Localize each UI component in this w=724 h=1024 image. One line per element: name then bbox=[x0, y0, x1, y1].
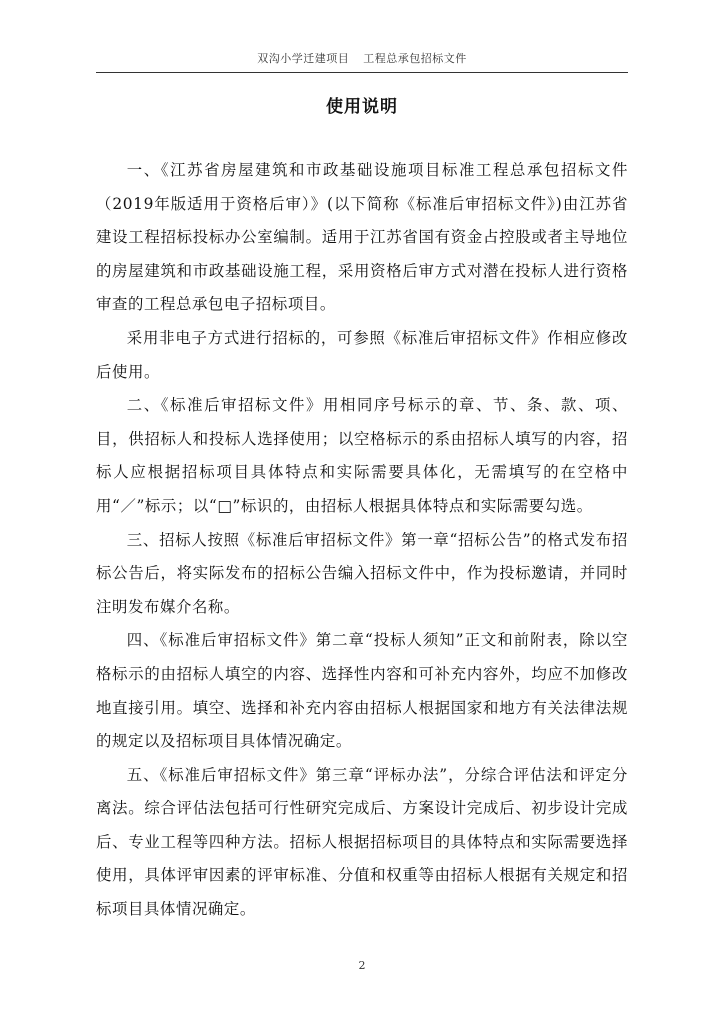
header-document-name: 工程总承包招标文件 bbox=[363, 52, 467, 65]
paragraph-2: 采用非电子方式进行招标的，可参照《标准后审招标文件》作相应修改后使用。 bbox=[96, 328, 628, 381]
page-title: 使用说明 bbox=[326, 97, 398, 117]
paragraph-1: 一、《江苏省房屋建筑和市政基础设施项目标准工程总承包招标文件（2019年版适用于资格后审）》(以下简称《标准后审招标文件》)由江苏省建设工程招标投标办公室编制。适用于江苏省国有资金占控股或者主导地位的房屋建筑和市政基础设施工程，采用资格后审方式对潜在投标人进行资格审查的工程总承包电子招标项目。 bbox=[96, 161, 628, 314]
running-header bbox=[0, 50, 724, 66]
paragraph-3: 二、《标准后审招标文件》用相同序号标示的章、节、条、款、项、目，供招标人和投标人选择使用；以空格标示的系由招标人填写的内容，招标人应根据招标项目具体特点和实际需要具体化，无需填写的在空格中用“／”标示；以“□”标识的，由招标人根据具体特点和实际需要勾选。 bbox=[96, 396, 628, 515]
header-project-name: 双沟小学迁建项目 bbox=[257, 52, 350, 65]
header-rule bbox=[96, 72, 628, 73]
paragraph-6: 五、《标准后审招标文件》第三章“评标办法”，分综合评估法和评定分离法。综合评估法包括可行性研究完成后、方案设计完成后、初步设计完成后、专业工程等四种方法。招标人根据招标项目的具体特点和实际需要选择使用，具体评审因素的评审标准、分值和权重等由招标人根据有关规定和招标项目具体情况确定。 bbox=[96, 765, 628, 919]
page-number: 2 bbox=[358, 959, 366, 972]
body-text bbox=[96, 154, 628, 927]
paragraph-4: 三、招标人按照《标准后审招标文件》第一章“招标公告”的格式发布招标公告后，将实际发布的招标公告编入招标文件中，作为投标邀请，并同时注明发布媒介名称。 bbox=[96, 530, 628, 616]
paragraph-5: 四、《标准后审招标文件》第二章“投标人须知”正文和前附表，除以空格标示的由招标人填空的内容、选择性内容和可补充内容外，均应不加修改地直接引用。填空、选择和补充内容由招标人根据国家和地方有关法律法规的规定以及招标项目具体情况确定。 bbox=[96, 631, 628, 751]
